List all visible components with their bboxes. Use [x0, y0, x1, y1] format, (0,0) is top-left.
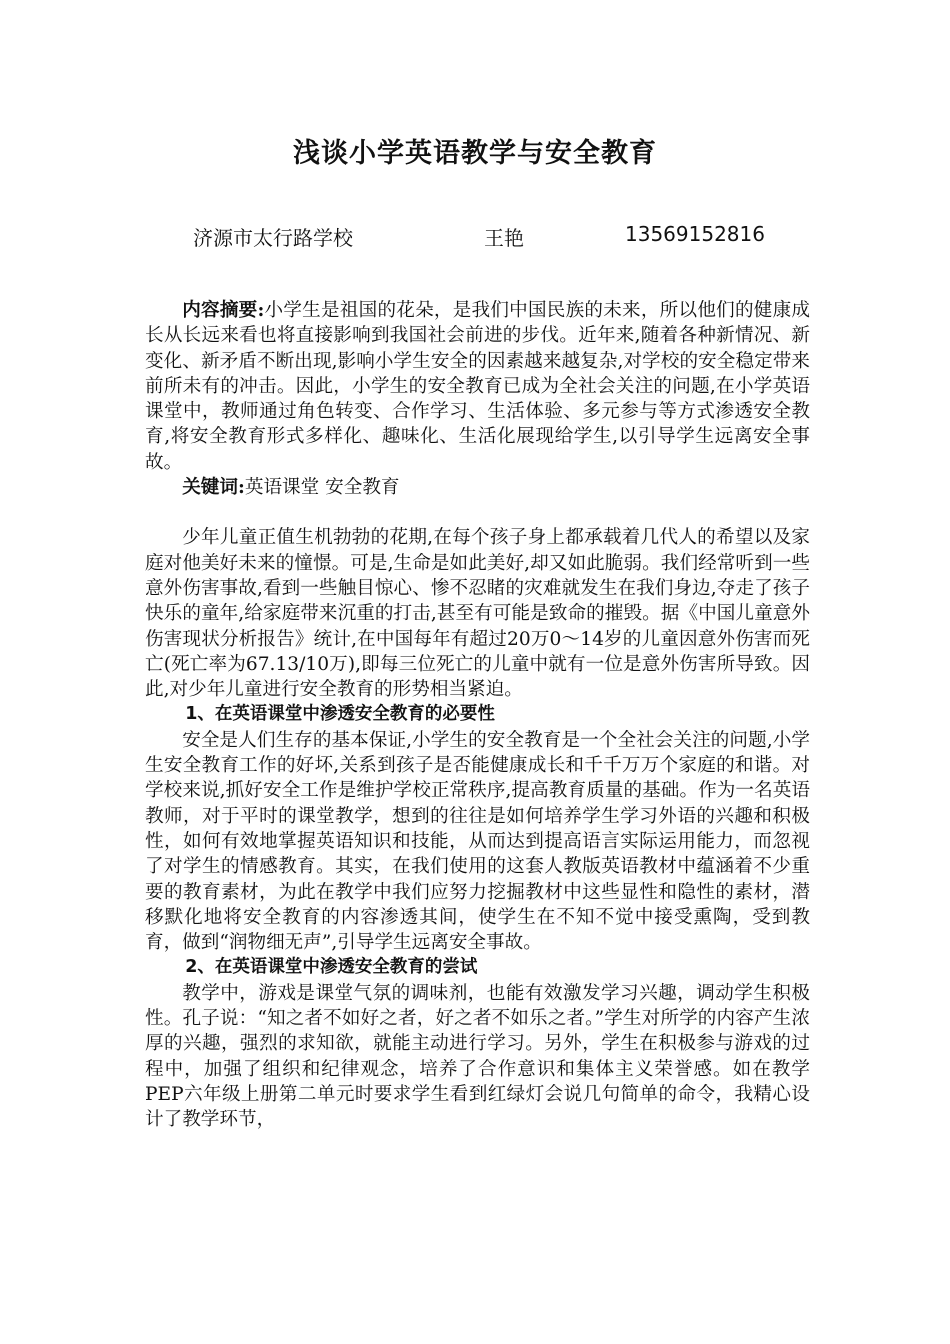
- abstract-text: 小学生是祖国的花朵，是我们中国民族的未来，所以他们的健康成长从长远来看也将直接影响到我国社会前进的步伐。近年来,随着各种新情况、新变化、新矛盾不断出现,影响小学生安全的因素越来越复杂,对学校的安全稳定带来前所未有的冲击。因此，小学生的安全教育已成为全社会关注的问题,在小学英语课堂中，教师通过角色转变、合作学习、生活体验、多元参与等方式渗透安全教育,将安全教育形式多样化、趣味化、生活化展现给学生,以引导学生远离安全事故。: [145, 300, 810, 473]
- author-line: [0, 222, 950, 254]
- section-1-heading: 1、在英语课堂中渗透安全教育的必要性: [185, 704, 495, 725]
- keywords-text: 英语课堂 安全教育: [244, 477, 400, 499]
- intro-paragraph: 少年儿童正值生机勃勃的花期,在每个孩子身上都承载着几代人的希望以及家庭对他美好未来的憧憬。可是,生命是如此美好,却又如此脆弱。我们经常听到一些意外伤害事故,看到一些触目惊心、惨不忍睹的灾难就发生在我们身边,夺走了孩子快乐的童年,给家庭带来沉重的打击,甚至有可能是致命的摧毁。据《中国儿童意外伤害现状分析报告》统计,在中国每年有超过20万0～14岁的儿童因意外伤害而死亡(死亡率为67.13/10万),即每三位死亡的儿童中就有一位是意外伤害所导致。因此,对少年儿童进行安全教育的形势相当紧迫。: [145, 527, 810, 701]
- author-name: 王艳: [484, 226, 524, 250]
- abstract-paragraph: [145, 298, 810, 475]
- keywords-paragraph: [145, 475, 810, 500]
- page-title: 浅谈小学英语教学与安全教育: [293, 138, 657, 169]
- paragraph-spacer: [145, 500, 810, 525]
- abstract-label: 内容摘要:: [182, 300, 265, 321]
- author-school: 济源市太行路学校: [193, 226, 353, 250]
- section-2-heading: 2、在英语课堂中渗透安全教育的尝试: [185, 957, 478, 978]
- section-1-paragraph: 安全是人们生存的基本保证,小学生的安全教育是一个全社会关注的问题,小学生安全教育工作的好坏,关系到孩子是否能健康成长和千千万万个家庭的和谐。对学校来说,抓好安全工作是维护学校正常秩序,提高教育质量的基础。作为一名英语教师，对于平时的课堂教学，想到的往往是如何培养学生学习外语的兴趣和积极性，如何有效地掌握英语知识和技能，从而达到提高语言实际运用能力，而忽视了对学生的情感教育。其实，在我们使用的这套人教版英语教材中蕴涵着不少重要的教育素材，为此在教学中我们应努力挖掘教材中这些显性和隐性的素材，潜移默化地将安全教育的内容渗透其间，使学生在不知不觉中接受熏陶，受到教育，做到“润物细无声”,引导学生远离安全事故。: [145, 729, 810, 954]
- section-2-paragraph: 教学中，游戏是课堂气氛的调味剂，也能有效激发学习兴趣，调动学生积极性。孔子说：“知之者不如好之者，好之者不如乐之者。”学生对所学的内容产生浓厚的兴趣，强烈的求知欲，就能主动进行学习。另外，学生在积极参与游戏的过程中，加强了组织和纪律观念，培养了合作意识和集体主义荣誉感。如在教学PEP六年级上册第二单元时要求学生看到红绿灯会说几句简单的命令，我精心设计了教学环节，: [145, 982, 810, 1131]
- keywords-label: 关键词:: [182, 477, 245, 499]
- document-body: [145, 298, 810, 1133]
- author-phone: 13569152816: [625, 222, 765, 246]
